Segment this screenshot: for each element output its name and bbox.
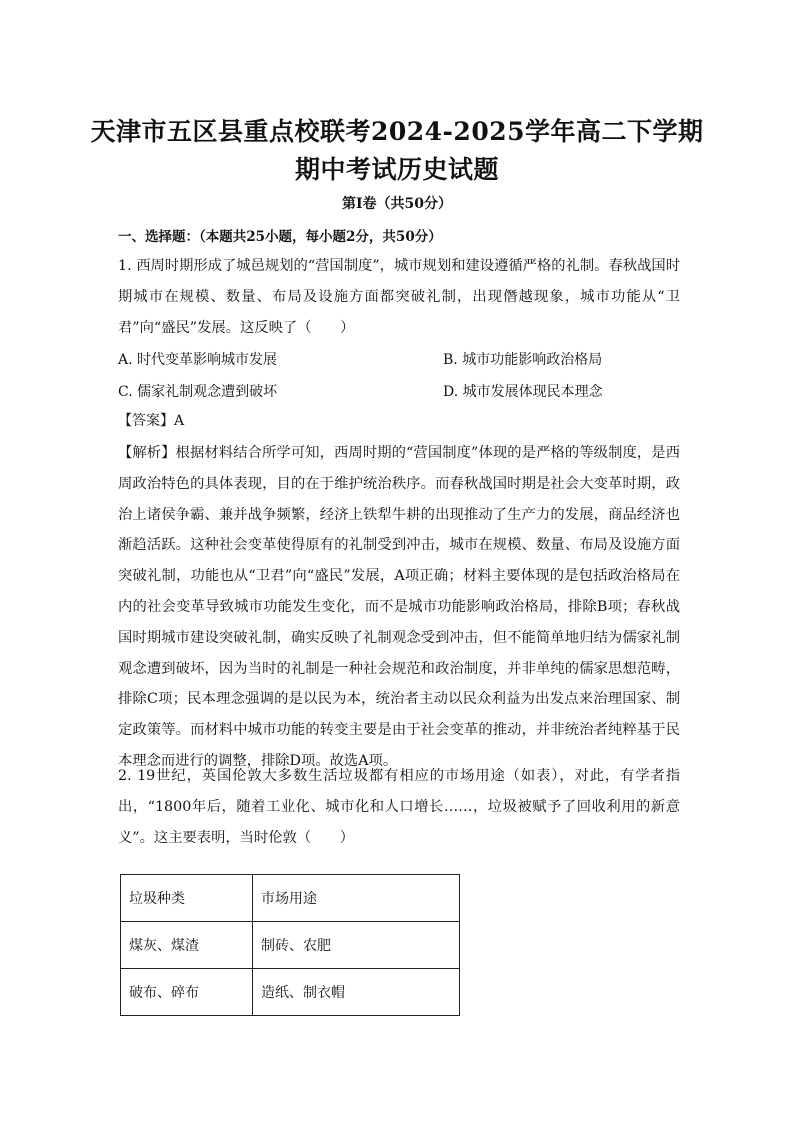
question-2-stem: 2. 19世纪，英国伦敦大多数生活垃圾都有相应的市场用途（如表），对此，有学者指出，“1800年后，随着工业化、城市化和人口增长……，垃圾被赋予了回收利用的新意义”。这主要表明，当时伦敦（ ） (118, 768, 680, 846)
question-1-answer: 【答案】A (118, 413, 185, 429)
question-1-stem: 1. 西周时期形成了城邑规划的“营国制度”，城市规划和建设遵循严格的礼制。春秋战国时期城市在规模、数量、布局及设施方面都突破礼制，出现僭越现象，城市功能从“卫君”向“盛民”发展。这反映了（ ） (118, 258, 680, 336)
volume-heading: 第Ⅰ卷（共50分） (341, 196, 453, 212)
table-row (121, 922, 460, 969)
table-row (121, 969, 460, 1016)
section-heading: 一、选择题：（本题共25小题，每小题2分，共50分） (118, 229, 442, 245)
table-cell: 煤灰、煤渣 (121, 922, 253, 969)
question-1-option-c: C. 儒家礼制观念遭到破坏 (118, 384, 278, 400)
table-cell: 制砖、农肥 (253, 922, 460, 969)
question-1-option-a: A. 时代变革影响城市发展 (118, 352, 278, 368)
question-1-option-b: B. 城市功能影响政治格局 (443, 352, 603, 368)
table-cell: 造纸、制衣帽 (253, 969, 460, 1016)
table-cell: 破布、碎布 (121, 969, 253, 1016)
exam-title-line2: 期中考试历史试题 (294, 155, 499, 184)
question-1-option-d: D. 城市发展体现民本理念 (443, 384, 603, 400)
table-header-cell: 市场用途 (253, 875, 460, 922)
garbage-use-table (120, 874, 460, 1016)
table-header-cell: 垃圾种类 (121, 875, 253, 922)
question-1-explanation: 【解析】根据材料结合所学可知，西周时期的“营国制度”体现的是严格的等级制度，是西周政治特色的具体表现，目的在于维护统治秩序。而春秋战国时期是社会大变革时期，政治上诸侯争霸、兼并战争频繁，经济上铁犁牛耕的出现推动了生产力的发展，商品经济也渐趋活跃。这种社会变革使得原有的礼制受到冲击，城市在规模、数量、布局及设施方面突破礼制，功能也从“卫君”向“盛民”发展，A项正确；材料主要体现的是包括政治格局在内的社会变革导致城市功能发生变化，而不是城市功能影响政治格局，排除B项；春秋战国时期城市建设突破礼制，确实反映了礼制观念受到冲击，但不能简单地归结为儒家礼制观念遭到破坏，因为当时的礼制是一种社会规范和政治制度，并非单纯的儒家思想范畴，排除C项；民本理念强调的是以民为本，统治者主动以民众利益为出发点来治理国家、制定政策等。而材料中城市功能的转变主要是由于社会变革的推动，并非统治者纯粹基于民本理念而进行的调整，排除D项。故选A项。 (118, 445, 680, 769)
table-header-row (121, 875, 460, 922)
exam-title-line1: 天津市五区县重点校联考2024-2025学年高二下学期 (90, 117, 704, 146)
